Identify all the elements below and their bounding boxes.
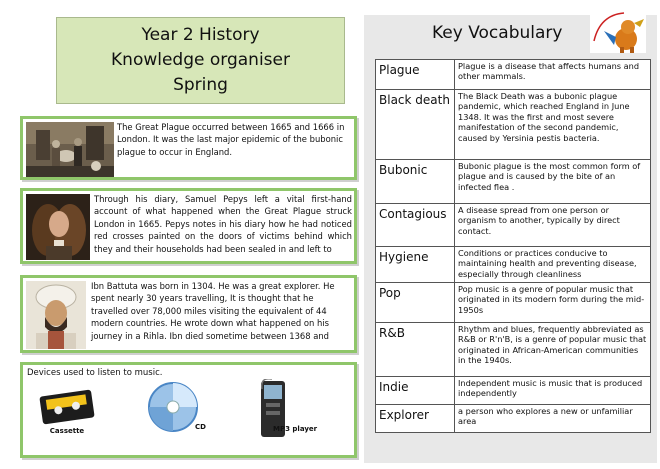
vocab-term: Bubonic xyxy=(376,160,455,204)
vocabulary-table xyxy=(375,59,651,433)
title-line-3: Spring xyxy=(173,75,228,95)
vocab-row xyxy=(376,405,651,433)
plague-painting-image xyxy=(26,122,114,178)
vocabulary-title: Key Vocabulary xyxy=(432,23,563,43)
school-logo-icon xyxy=(590,11,646,53)
vocab-term: Pop xyxy=(376,283,455,323)
vocab-row xyxy=(376,90,651,160)
title-box xyxy=(56,17,345,104)
vocab-row xyxy=(376,247,651,283)
vocab-term: R&B xyxy=(376,323,455,377)
cassette-icon xyxy=(39,387,95,425)
vocab-row xyxy=(376,160,651,204)
ibn-battuta-portrait-image xyxy=(26,281,86,349)
title-line-2: Knowledge organiser xyxy=(111,50,290,70)
vocab-definition: Conditions or practices conducive to maintaining health and preventing disease, especially through cleanliness xyxy=(455,247,651,283)
vocab-row xyxy=(376,323,651,377)
vocab-row xyxy=(376,283,651,323)
vocab-definition: A disease spread from one person or organism to another, typically by direct contact. xyxy=(455,204,651,247)
devices-box xyxy=(20,362,357,458)
vocab-row xyxy=(376,377,651,405)
vocab-term: Contagious xyxy=(376,204,455,247)
cd-device xyxy=(133,381,213,435)
vocab-definition: Pop music is a genre of popular music that originated in its modern form during the mid-1950s xyxy=(455,283,651,323)
title-line-1: Year 2 History xyxy=(141,25,260,45)
vocab-definition: Bubonic plague is the most common form of plague and is caused by the bite of an infected flea . xyxy=(455,160,651,204)
mp3-player-label: MP3 player xyxy=(273,425,318,433)
story-great-plague xyxy=(20,116,357,180)
vocab-term: Hygiene xyxy=(376,247,455,283)
devices-heading: Devices used to listen to music. xyxy=(27,368,163,378)
cd-icon xyxy=(147,381,199,433)
vocab-definition: Plague is a disease that affects humans and other mammals. xyxy=(455,60,651,90)
vocab-row xyxy=(376,60,651,90)
vocab-term: Plague xyxy=(376,60,455,90)
cd-label: CD xyxy=(195,423,206,431)
story-ibn-battuta xyxy=(20,275,357,353)
vocab-term: Indie xyxy=(376,377,455,405)
vocab-definition: The Black Death was a bubonic plague pandemic, which reached England in June 1348. It was the first and most severe manifestation of the second pandemic, caused by Yersinia pestis bacteria. xyxy=(455,90,651,160)
story-ibn-battuta-text: Ibn Battuta was born in 1304. He was a great explorer. He spent nearly 30 years travelling, It is thought that he travelled over 78,000 miles visiting the equivalent of 44 modern countries. He wrote down what happened on his journey in a Rihla. Ibn died sometime between 1368 and xyxy=(91,281,335,341)
vocab-definition: Rhythm and blues, frequently abbreviated as R&B or R'n'B, is a genre of popular music that originated in African-American communities in the 1940s. xyxy=(455,323,651,377)
cassette-label: Cassette xyxy=(49,427,85,435)
story-great-plague-text: The Great Plague occurred between 1665 and 1666 in London. It was the last major epidemic of the bubonic plague to occur in England. xyxy=(117,122,345,157)
mp3-player-device xyxy=(233,379,318,441)
vocab-term: Explorer xyxy=(376,405,455,433)
vocab-term: Black death xyxy=(376,90,455,160)
vocab-definition: Independent music is music that is produced independently xyxy=(455,377,651,405)
samuel-pepys-portrait-image xyxy=(26,194,90,260)
cassette-device xyxy=(35,387,99,435)
vocab-definition: a person who explores a new or unfamiliar area xyxy=(455,405,651,433)
story-samuel-pepys xyxy=(20,188,357,264)
story-samuel-pepys-text: Through his diary, Samuel Pepys left a vital first-hand account of what happened when the Great Plague struck London in 1665. Pepys notes in his diary how he had noticed red crosses painted on the doors of victims behind which they and their households had been sealed in and left to xyxy=(94,194,352,254)
vocab-row xyxy=(376,204,651,247)
